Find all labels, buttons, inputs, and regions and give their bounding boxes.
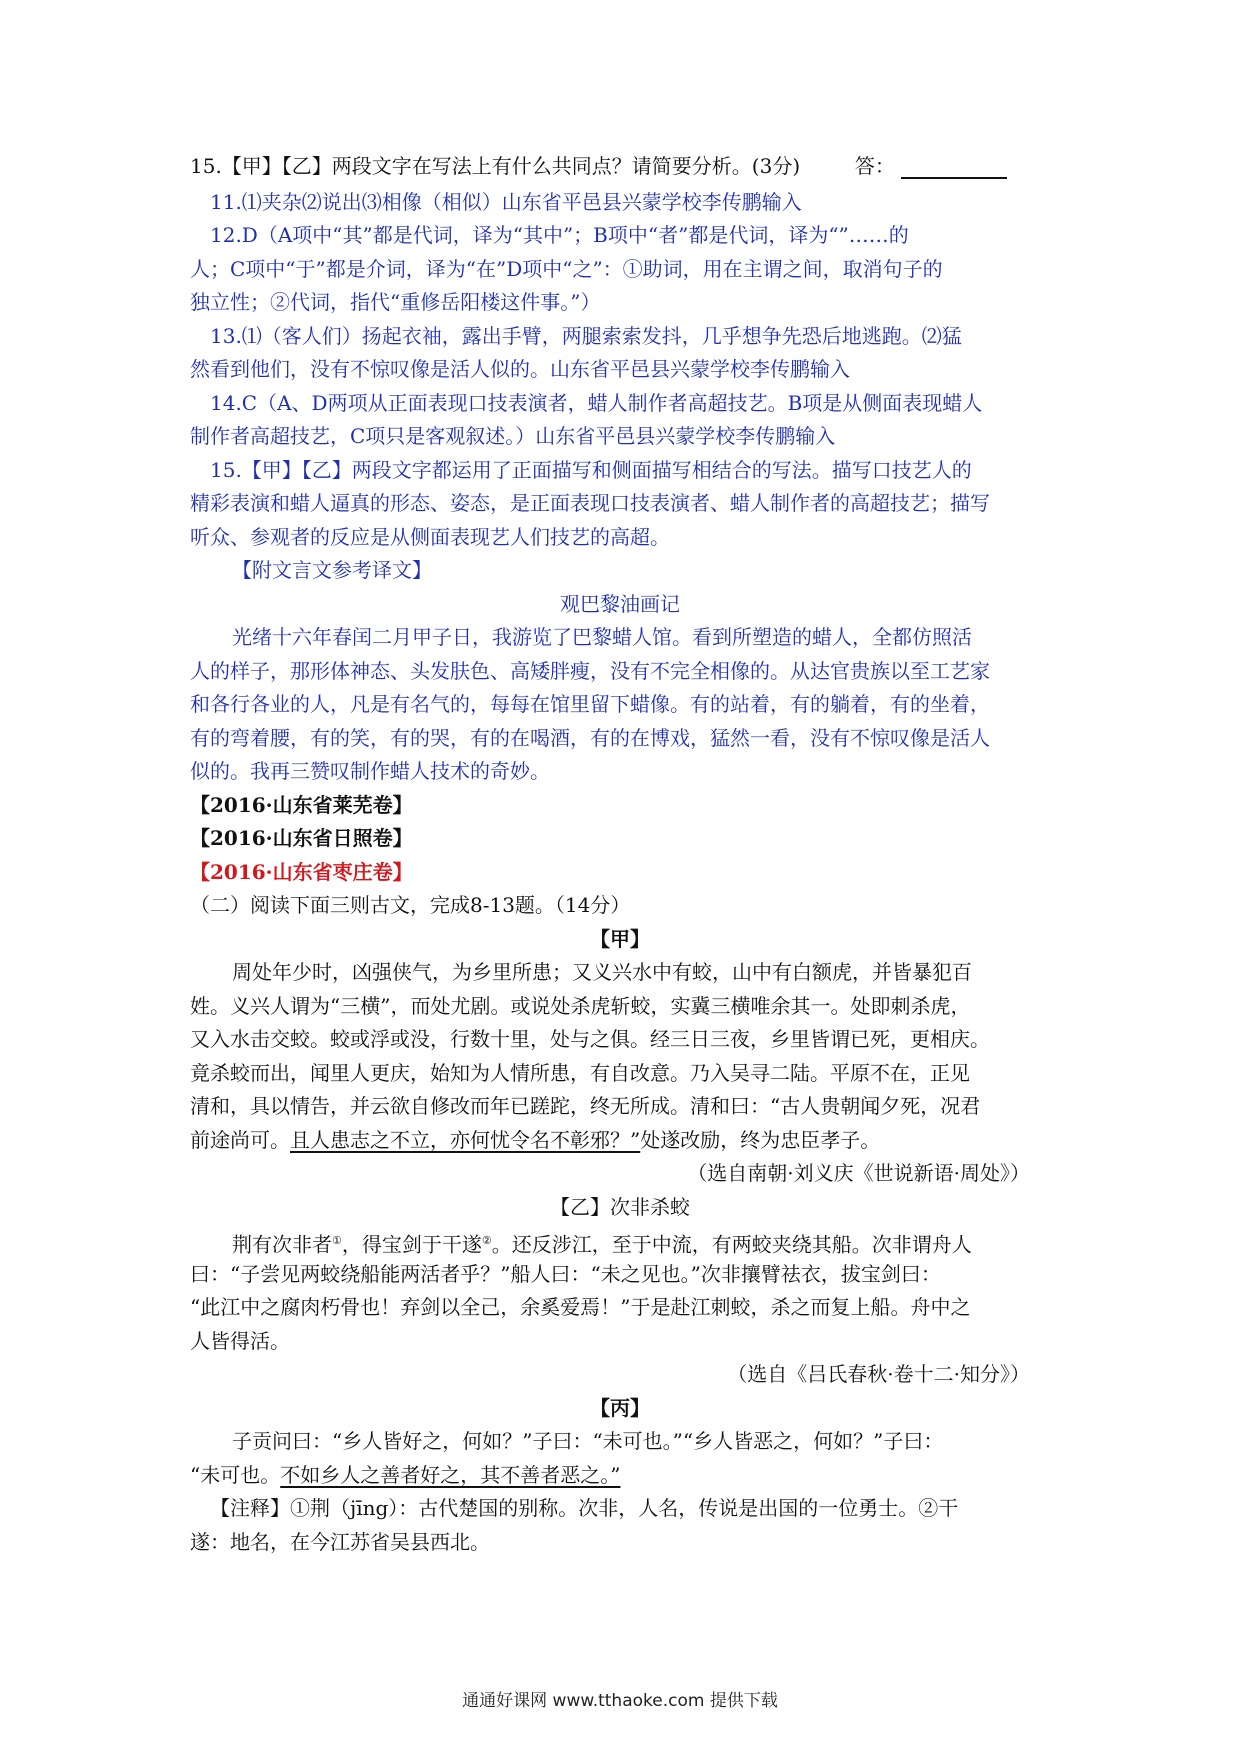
note-line: 【注释】①荆（jīng）：古代楚国的别称。次非，人名，传说是出国的一位勇士。②干 [210, 1496, 959, 1520]
passage-yi-text: 。还反涉江，至于中流，有两蛟夹绕其船。次非谓舟人 [491, 1232, 972, 1257]
answer-14-line: 制作者高超技艺，C项只是客观叙述。）山东省平邑县兴蒙学校李传鹏输入 [190, 424, 836, 448]
answer-15-line: 15.【甲】【乙】两段文字都运用了正面描写和侧面描写相结合的写法。描写口技艺人的 [210, 457, 972, 482]
passage-yi-text: 荆有次非者 [232, 1232, 332, 1257]
passage-yi-line: 曰：“子尝见两蛟绕船能两活者乎？”船人曰：“未之见也。”次非攘臂祛衣，拔宝剑曰： [190, 1261, 941, 1286]
translation-title: 观巴黎油画记 [560, 591, 680, 616]
translation-line: 人的样子，那形体神态、头发肤色、高矮胖瘦，没有不完全相像的。从达官贵族以至工艺家 [190, 658, 990, 683]
passage-jia-source: （选自南朝·刘义庆《世说新语·周处》） [687, 1161, 1030, 1185]
exam-heading-zaozhuang: 【2016·山东省枣庄卷】 [190, 859, 413, 884]
question-15-text: 15.【甲】【乙】两段文字在写法上有什么共同点？请简要分析。(3分) [190, 154, 801, 178]
translation-line: 光绪十六年春闰二月甲子日，我游览了巴黎蜡人馆。看到所塑造的蜡人，全都仿照活 [232, 625, 972, 649]
passage-bing-line: 子贡问曰：“乡人皆好之，何如？”子曰：“未可也。”“乡人皆恶之，何如？”子曰： [232, 1429, 944, 1453]
answer-15-line: 精彩表演和蜡人逼真的形态、姿态，是正面表现口技表演者、蜡人制作者的高超技艺；描写 [190, 491, 990, 515]
passage-jia-line: 姓。义兴人谓为“三横”，而处尤剧。或说处杀虎斩蛟，实冀三横唯余其一。处即刺杀虎， [190, 993, 971, 1018]
passage-yi-label: 【乙】次非杀蛟 [550, 1194, 690, 1219]
document-body [190, 150, 1050, 1559]
passage-jia-line: 清和，具以情告，并云欲自修改而年已蹉跎，终无所成。清和曰：“古人贵朝闻夕死，况君 [190, 1094, 981, 1118]
passage-jia-line: 又入水击交蛟。蛟或浮或没，行数十里，处与之俱。经三日三夜，乡里皆谓已死，更相庆。 [190, 1027, 990, 1051]
footnote-marker: ① [332, 1234, 342, 1247]
passage-yi-line: “此江中之腐肉朽骨也！弃剑以全己，余奚爱焉！”于是赴江刺蛟，杀之而复上船。舟中之 [190, 1295, 971, 1319]
passage-jia-text: 处遂改励，终为忠臣孝子。 [640, 1127, 881, 1152]
answer-13-line: 然看到他们，没有不惊叹像是活人似的。山东省平邑县兴蒙学校李传鹏输入 [190, 357, 850, 381]
passage-yi-line: 人皆得活。 [190, 1328, 290, 1353]
passage-bing-line [190, 1459, 1050, 1493]
answer-14-line: 14.C（A、D两项从正面表现口技表演者，蜡人制作者高超技艺。B项是从侧面表现蜡人 [210, 390, 983, 415]
answer-12-line: 12.D（A项中“其”都是代词，译为“其中”；B项中“者”都是代词，译为“”……的 [210, 223, 909, 247]
passage-bing-label: 【丙】 [590, 1395, 650, 1420]
answer-11: 11.⑴夹杂⑵说出⑶相像（相似）山东省平邑县兴蒙学校李传鹏输入 [210, 189, 802, 214]
answer-label: 答： [854, 154, 895, 178]
answer-12-line: 人；C项中“于”都是介词，译为“在”D项中“之”：①助词，用在主谓之间，取消句子的 [190, 256, 943, 281]
passage-yi-text: ，得宝剑于干遂 [341, 1232, 482, 1257]
translation-line: 有的弯着腰，有的笑，有的哭，有的在喝酒，有的在博戏，猛然一看，没有不惊叹像是活人 [190, 725, 990, 750]
passage-yi-source: （选自《吕氏春秋·卷十二·知分》） [727, 1362, 1030, 1386]
answer-12-line: 独立性；②代词，指代“重修岳阳楼这件事。”） [190, 290, 601, 314]
passage-bing-text: “未可也。 [190, 1462, 281, 1487]
question-15 [190, 150, 1050, 184]
passage-jia-label: 【甲】 [590, 926, 650, 951]
answer-15-line: 听众、参观者的反应是从侧面表现艺人们技艺的高超。 [190, 524, 670, 549]
note-line: 遂：地名，在今江苏省吴县西北。 [190, 1529, 490, 1554]
passage-jia-line [190, 1124, 1050, 1158]
underlined-sentence: 不如乡人之善者好之，其不善者恶之。” [280, 1462, 621, 1487]
page-footer: 通通好课网 www.tthaoke.com 提供下载 [462, 1691, 778, 1711]
passage-jia-text: 前途尚可。 [190, 1127, 290, 1152]
passage-jia-line: 周处年少时，凶强侠气，为乡里所患；又义兴水中有蛟，山中有白额虎，并皆暴犯百 [232, 960, 972, 984]
footnote-marker: ② [481, 1234, 492, 1247]
passage-jia-line: 竟杀蛟而出，闻里人更庆，始知为人情所患，有自改意。乃入吴寻二陆。平原不在，正见 [190, 1060, 970, 1085]
translation-line: 似的。我再三赞叹制作蜡人技术的奇妙。 [190, 759, 550, 783]
section-intro: （二）阅读下面三则古文，完成8-13题。（14分） [190, 893, 631, 917]
answer-blank [901, 157, 1007, 179]
passage-yi-line [190, 1224, 1050, 1258]
exam-heading-rizhao: 【2016·山东省日照卷】 [190, 826, 413, 850]
answer-13-line: 13.⑴（客人们）扬起衣袖，露出手臂，两腿索索发抖，几乎想争先恐后地逃跑。⑵猛 [210, 323, 962, 348]
translation-heading: 【附文言文参考译文】 [232, 558, 432, 582]
exam-heading-laiwu: 【2016·山东省莱芜卷】 [190, 792, 413, 817]
translation-line: 和各行各业的人，凡是有名气的，每每在馆里留下蜡像。有的站着，有的躺着，有的坐着， [190, 692, 990, 716]
underlined-sentence: 且人患志之不立，亦何忧令名不彰邪？” [290, 1127, 641, 1152]
